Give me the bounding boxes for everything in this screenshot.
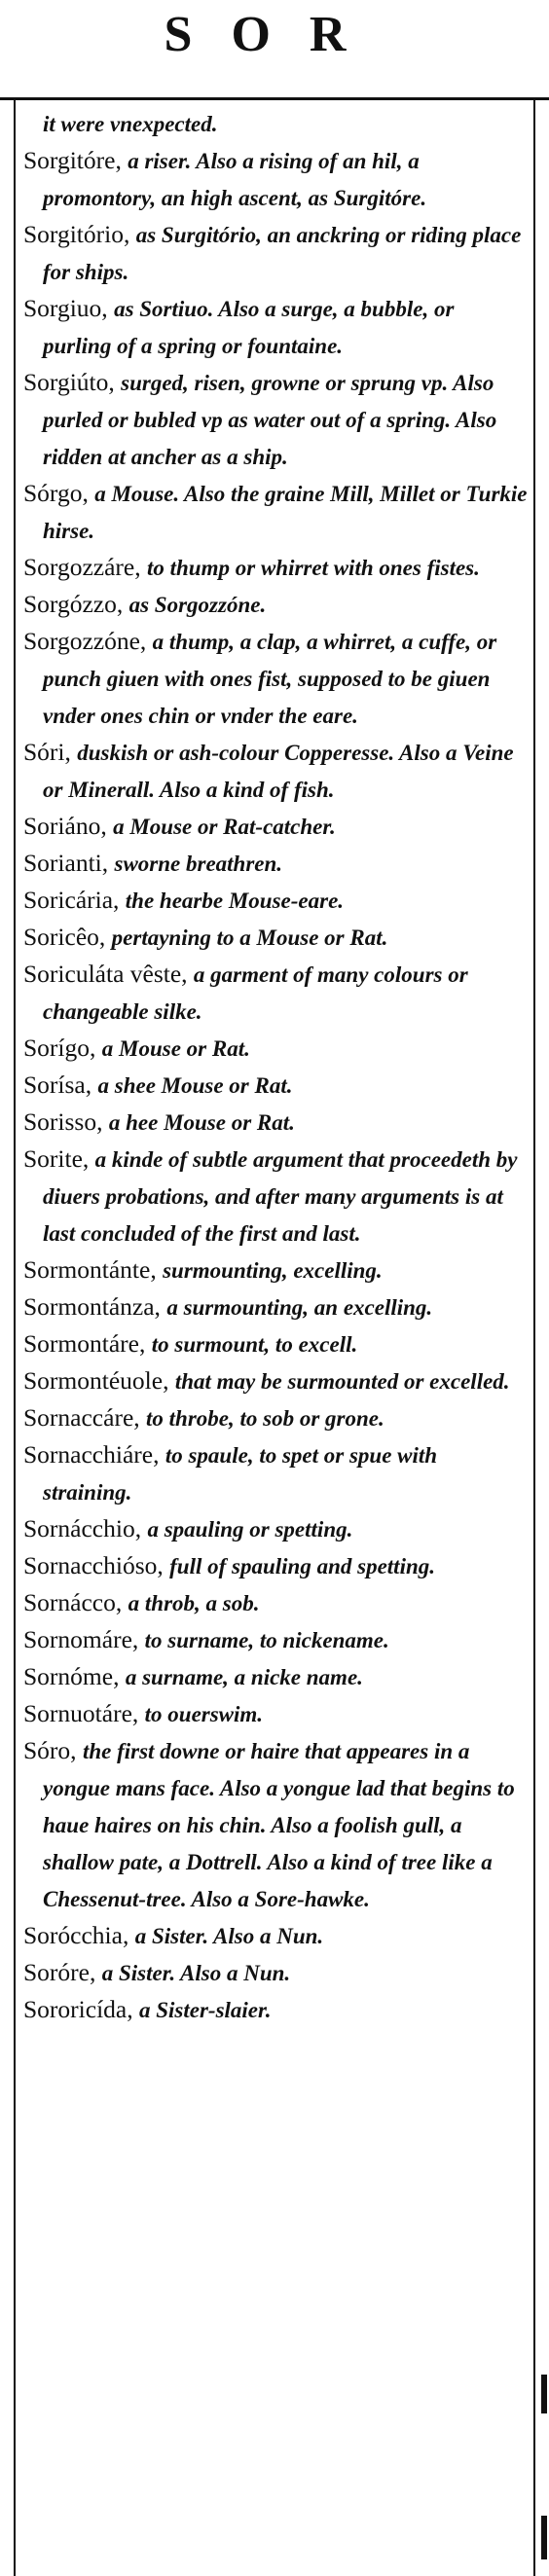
dictionary-entry <box>23 216 528 290</box>
entry-definition: a thump, a clap, a whirret, a cuffe, or punch giuen with ones fist, supposed to be giuen vnder ones chin or vnder the eare. <box>43 630 497 728</box>
entry-headword: Sóri, <box>23 738 71 766</box>
entry-definition: the first downe or haire that appeares in a yongue mans face. Also a yongue lad that begins to haue haires on his chin. Also a foolish gull, a shallow pate, a Dottrell. Also a kind of tree like a Chessenut-tree. Also a Sore-hawke. <box>43 1739 515 1911</box>
entry-definition: full of spauling and spetting. <box>169 1554 436 1578</box>
entry-headword: Soriáno, <box>23 812 107 840</box>
entry-definition: a Sister-slaier. <box>138 1998 272 2022</box>
dictionary-entry <box>23 1399 528 1436</box>
dictionary-entry <box>23 919 528 956</box>
entry-definition: surmounting, excelling. <box>163 1258 383 1283</box>
entry-headword: Sorgitóre, <box>23 146 122 174</box>
entry-definition: to surname, to nickename. <box>144 1628 389 1652</box>
dictionary-entry <box>23 1510 528 1547</box>
dictionary-entry <box>23 475 528 549</box>
dictionary-entry <box>23 1067 528 1104</box>
entry-headword: Sorócchia, <box>23 1921 129 1949</box>
entry-headword: Sornuotáre, <box>23 1699 139 1727</box>
entry-headword: Sormontéuole, <box>23 1366 169 1395</box>
entry-headword: Sornacchiáre, <box>23 1440 160 1469</box>
dictionary-entry <box>23 1362 528 1399</box>
entry-definition: to throbe, to sob or grone. <box>146 1406 384 1431</box>
entry-headword: Sormontáre, <box>23 1329 146 1358</box>
entry-definition: sworne breathren. <box>114 852 283 876</box>
entry-headword: Soricêo, <box>23 923 106 951</box>
entry-headword: Sorgozzóne, <box>23 627 147 655</box>
entry-definition: to spaule, to spet or spue with straining. <box>43 1443 438 1505</box>
entry-definition: surged, risen, growne or sprung vp. Also purled or bubled vp as water out of a spring. Also ridden at ancher as a ship. <box>43 371 497 469</box>
entry-headword: Sórgo, <box>23 479 89 507</box>
dictionary-entry <box>23 1252 528 1288</box>
dictionary-entry <box>23 142 528 216</box>
entry-definition: a Mouse or Rat-catcher. <box>113 815 336 839</box>
dictionary-entry <box>23 1030 528 1067</box>
entry-headword: Sóro, <box>23 1736 77 1764</box>
entry-definition: to ouerswim. <box>144 1702 264 1726</box>
entry-headword: Sornacchióso, <box>23 1551 164 1579</box>
entry-definition: a riser. Also a rising of an hil, a promontory, an high ascent, as Surgitóre. <box>43 149 427 210</box>
dictionary-entry <box>23 808 528 845</box>
dictionary-entry <box>23 1141 528 1252</box>
column-left-rule <box>14 97 16 2576</box>
dictionary-entry <box>23 1991 528 2028</box>
entry-headword: Soriculáta vêste, <box>23 960 188 988</box>
entry-headword: Sorgozzáre, <box>23 553 141 581</box>
entry-definition: a garment of many colours or changeable silke. <box>43 962 468 1024</box>
entry-definition: a surmounting, an excelling. <box>166 1295 433 1320</box>
dictionary-entry <box>23 1621 528 1658</box>
entry-definition: a spauling or spetting. <box>147 1517 353 1542</box>
dictionary-entry <box>23 1325 528 1362</box>
entry-definition: to surmount, to excell. <box>151 1332 358 1357</box>
dictionary-entry <box>23 623 528 734</box>
dictionary-column <box>23 105 528 2028</box>
entry-definition: duskish or ash-colour Copperesse. Also a Veine or Minerall. Also a kind of fish. <box>43 741 514 802</box>
dictionary-entry <box>23 1288 528 1325</box>
dictionary-entry <box>23 734 528 808</box>
dictionary-entry <box>23 845 528 882</box>
entry-definition: as Sorgozzóne. <box>128 593 267 617</box>
dictionary-entry <box>23 1658 528 1695</box>
dictionary-entry <box>23 586 528 623</box>
entry-definition: the hearbe Mouse-eare. <box>125 889 345 913</box>
entry-headword: Sornomáre, <box>23 1625 139 1653</box>
entry-definition: a Sister. Also a Nun. <box>101 1961 291 1985</box>
entry-headword: Sorgiúto, <box>23 368 115 396</box>
entry-headword: Soricária, <box>23 886 120 914</box>
dictionary-entry <box>23 1695 528 1732</box>
entry-headword: Sorite, <box>23 1144 90 1173</box>
entry-headword: Sororicída, <box>23 1995 133 2023</box>
entry-headword: Sorígo, <box>23 1034 96 1062</box>
entry-definition: a Sister. Also a Nun. <box>134 1924 324 1948</box>
entry-definition: a Mouse or Rat. <box>101 1036 250 1061</box>
entry-definition: that may be surmounted or excelled. <box>174 1369 510 1394</box>
entry-definition: a hee Mouse or Rat. <box>108 1110 295 1135</box>
entry-headword: Sorgitório, <box>23 220 130 248</box>
entry-definition: it were vnexpected. <box>43 112 218 136</box>
column-right-rule <box>533 97 535 2576</box>
dictionary-entry <box>23 105 528 142</box>
page-edge-mark <box>541 2516 547 2559</box>
page-edge-mark <box>541 2375 547 2413</box>
dictionary-entry <box>23 1547 528 1584</box>
entry-headword: Sornaccáre, <box>23 1403 140 1432</box>
running-head: SOR <box>164 7 385 62</box>
entry-headword: Soróre, <box>23 1958 96 1986</box>
dictionary-entry <box>23 364 528 475</box>
entry-headword: Sorísa, <box>23 1070 92 1099</box>
entry-definition: a Mouse. Also the graine Mill, Millet or Turkie hirse. <box>43 482 528 543</box>
entry-definition: pertayning to a Mouse or Rat. <box>111 925 388 950</box>
entry-headword: Sornácco, <box>23 1588 123 1616</box>
entry-headword: Sorianti, <box>23 849 109 877</box>
entry-definition: a throb, a sob. <box>128 1591 260 1615</box>
dictionary-entry <box>23 290 528 364</box>
dictionary-entry <box>23 1732 528 1917</box>
entry-headword: Sorgózzo, <box>23 590 124 618</box>
dictionary-entry <box>23 1584 528 1621</box>
dictionary-entry <box>23 882 528 919</box>
entry-headword: Sormontánte, <box>23 1255 157 1284</box>
entry-definition: to thump or whirret with ones fistes. <box>146 556 480 580</box>
dictionary-entry <box>23 956 528 1030</box>
entry-headword: Sorisso, <box>23 1107 103 1136</box>
entry-headword: Sorgiuo, <box>23 294 108 322</box>
entry-definition: a surname, a nicke name. <box>125 1665 363 1689</box>
dictionary-entry <box>23 1954 528 1991</box>
dictionary-entry <box>23 549 528 586</box>
dictionary-entry <box>23 1104 528 1141</box>
entry-headword: Sornácchio, <box>23 1514 142 1542</box>
header-rule <box>0 97 549 100</box>
entry-definition: a shee Mouse or Rat. <box>97 1073 293 1098</box>
dictionary-entry <box>23 1917 528 1954</box>
entry-definition: as Sortiuo. Also a surge, a bubble, or purling of a spring or fountaine. <box>43 297 455 358</box>
entry-definition: as Surgitório, an anckring or riding place for ships. <box>43 223 522 284</box>
page-header <box>0 0 549 97</box>
entry-headword: Sornóme, <box>23 1662 120 1690</box>
dictionary-entry <box>23 1436 528 1510</box>
entry-definition: a kinde of subtle argument that proceedeth by diuers probations, and after many arguments is at last concluded of the first and last. <box>43 1147 518 1246</box>
entry-headword: Sormontánza, <box>23 1292 161 1321</box>
